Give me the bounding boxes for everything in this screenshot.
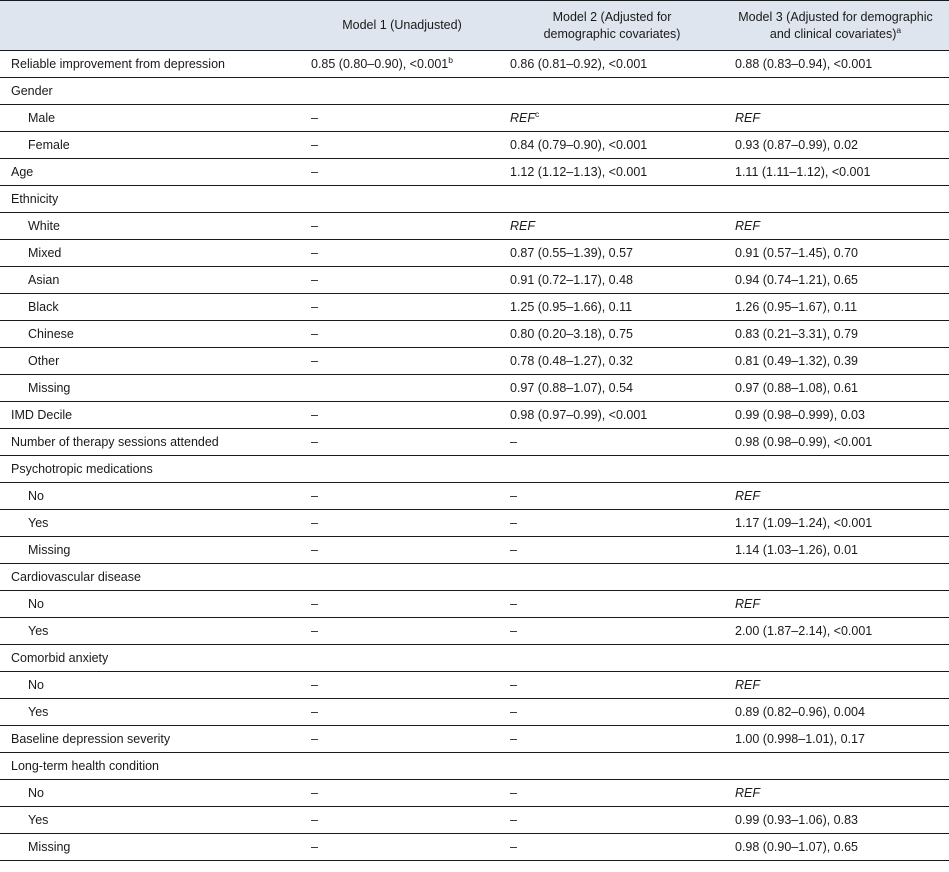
cell-value: 1.26 (0.95–1.67), 0.11 (735, 300, 858, 314)
cell-model-2 (502, 834, 722, 861)
cell-model-2 (502, 51, 722, 78)
cell-value: 0.93 (0.87–0.99), 0.02 (735, 138, 859, 152)
table-row (0, 564, 949, 591)
table-row (0, 321, 949, 348)
cell-value: REF (735, 597, 760, 611)
cell-model-2 (502, 753, 722, 780)
cell-model-3 (722, 267, 949, 294)
row-label: Yes (0, 510, 302, 537)
cell-model-3 (722, 834, 949, 861)
table-row (0, 78, 949, 105)
cell-model-2 (502, 456, 722, 483)
cell-model-1 (302, 240, 502, 267)
cell-model-3 (722, 132, 949, 159)
cell-model-2 (502, 591, 722, 618)
cell-model-3 (722, 483, 949, 510)
table-row (0, 348, 949, 375)
cell-value: – (510, 705, 517, 719)
cell-model-2 (502, 213, 722, 240)
table-header (0, 1, 949, 51)
table-row (0, 726, 949, 753)
cell-value: 1.11 (1.11–1.12), <0.001 (735, 165, 871, 179)
cell-model-1 (302, 51, 502, 78)
row-label: Reliable improvement from depression (0, 51, 302, 78)
cell-value: 0.98 (0.97–0.99), <0.001 (510, 408, 648, 422)
table-row (0, 645, 949, 672)
cell-model-3 (722, 645, 949, 672)
cell-model-1 (302, 780, 502, 807)
header-model-2: Model 2 (Adjusted for demographic covariates) (502, 1, 722, 51)
cell-model-3 (722, 105, 949, 132)
cell-value: 0.87 (0.55–1.39), 0.57 (510, 246, 634, 260)
cell-model-2 (502, 645, 722, 672)
table-row (0, 186, 949, 213)
table-row (0, 402, 949, 429)
cell-model-3 (722, 402, 949, 429)
cell-value: – (311, 408, 318, 422)
row-label: Number of therapy sessions attended (0, 429, 302, 456)
table-body (0, 51, 949, 861)
cell-value: 1.12 (1.12–1.13), <0.001 (510, 165, 648, 179)
table-row (0, 780, 949, 807)
cell-value: – (510, 435, 517, 449)
table-row (0, 834, 949, 861)
cell-model-3 (722, 618, 949, 645)
row-label: Ethnicity (0, 186, 302, 213)
cell-value: 0.99 (0.98–0.999), 0.03 (735, 408, 865, 422)
table-row (0, 132, 949, 159)
cell-model-1 (302, 294, 502, 321)
cell-model-1 (302, 699, 502, 726)
cell-value: REF (735, 489, 760, 503)
cell-model-1 (302, 807, 502, 834)
row-label: Missing (0, 537, 302, 564)
cell-value: 0.85 (0.80–0.90), <0.001 (311, 57, 449, 71)
cell-value: 0.80 (0.20–3.18), 0.75 (510, 327, 634, 341)
table-row (0, 483, 949, 510)
row-label: Long-term health condition (0, 753, 302, 780)
cell-model-2 (502, 159, 722, 186)
cell-model-1 (302, 726, 502, 753)
cell-value: 0.94 (0.74–1.21), 0.65 (735, 273, 859, 287)
cell-value: 1.00 (0.998–1.01), 0.17 (735, 732, 865, 746)
cell-model-2 (502, 267, 722, 294)
cell-value: – (510, 678, 517, 692)
cell-model-1 (302, 267, 502, 294)
cell-value: 0.86 (0.81–0.92), <0.001 (510, 57, 648, 71)
cell-model-1 (302, 483, 502, 510)
cell-value: – (311, 165, 318, 179)
table-row (0, 753, 949, 780)
cell-model-1 (302, 348, 502, 375)
cell-value: 0.83 (0.21–3.31), 0.79 (735, 327, 859, 341)
cell-model-1 (302, 186, 502, 213)
cell-value: – (510, 732, 517, 746)
cell-model-2 (502, 321, 722, 348)
cell-value: 0.97 (0.88–1.08), 0.61 (735, 381, 859, 395)
cell-model-1 (302, 375, 502, 402)
cell-model-1 (302, 429, 502, 456)
cell-model-1 (302, 78, 502, 105)
cell-model-2 (502, 618, 722, 645)
cell-value: – (510, 813, 517, 827)
cell-model-2 (502, 483, 722, 510)
cell-model-2 (502, 780, 722, 807)
cell-model-2 (502, 78, 722, 105)
table-row (0, 591, 949, 618)
cell-value: 0.84 (0.79–0.90), <0.001 (510, 138, 648, 152)
row-label: Age (0, 159, 302, 186)
cell-model-2 (502, 132, 722, 159)
cell-model-1 (302, 591, 502, 618)
row-label: No (0, 672, 302, 699)
cell-model-1 (302, 321, 502, 348)
cell-value: – (311, 300, 318, 314)
cell-value: – (510, 543, 517, 557)
cell-value: 0.99 (0.93–1.06), 0.83 (735, 813, 859, 827)
cell-model-2 (502, 564, 722, 591)
cell-value: 1.17 (1.09–1.24), <0.001 (735, 516, 873, 530)
cell-model-3 (722, 591, 949, 618)
cell-model-2 (502, 375, 722, 402)
cell-model-1 (302, 753, 502, 780)
row-label: Male (0, 105, 302, 132)
cell-model-3 (722, 78, 949, 105)
cell-value: – (311, 138, 318, 152)
cell-value: REF (735, 786, 760, 800)
table-row (0, 672, 949, 699)
cell-value: – (311, 111, 318, 125)
cell-model-3 (722, 429, 949, 456)
table-row (0, 456, 949, 483)
cell-value: 0.78 (0.48–1.27), 0.32 (510, 354, 634, 368)
table-row (0, 51, 949, 78)
cell-model-1 (302, 213, 502, 240)
cell-model-2 (502, 807, 722, 834)
cell-model-3 (722, 348, 949, 375)
cell-model-1 (302, 132, 502, 159)
footnote-marker: b (448, 54, 453, 65)
cell-value: – (311, 219, 318, 233)
table-row (0, 267, 949, 294)
cell-value: – (510, 489, 517, 503)
table-row (0, 807, 949, 834)
cell-model-3 (722, 375, 949, 402)
cell-model-1 (302, 105, 502, 132)
cell-value: – (311, 327, 318, 341)
footnote-marker: a (896, 24, 902, 35)
cell-value: 0.97 (0.88–1.07), 0.54 (510, 381, 634, 395)
cell-value: REF (735, 111, 760, 125)
row-label: IMD Decile (0, 402, 302, 429)
cell-model-1 (302, 645, 502, 672)
table-row (0, 537, 949, 564)
cell-value: – (311, 246, 318, 260)
cell-model-1 (302, 834, 502, 861)
cell-model-3 (722, 159, 949, 186)
cell-value: REF (510, 219, 535, 233)
cell-model-3 (722, 186, 949, 213)
header-variable (0, 1, 302, 51)
cell-value: 0.88 (0.83–0.94), <0.001 (735, 57, 873, 71)
header-model-1: Model 1 (Unadjusted) (302, 1, 502, 51)
table-row (0, 699, 949, 726)
row-label: Chinese (0, 321, 302, 348)
row-label: Missing (0, 834, 302, 861)
row-label: Comorbid anxiety (0, 645, 302, 672)
cell-value: 1.25 (0.95–1.66), 0.11 (510, 300, 633, 314)
cell-value: – (311, 678, 318, 692)
table-row (0, 294, 949, 321)
row-label: No (0, 591, 302, 618)
cell-model-2 (502, 429, 722, 456)
cell-value: – (510, 786, 517, 800)
cell-value: 0.98 (0.90–1.07), 0.65 (735, 840, 859, 854)
row-label: Mixed (0, 240, 302, 267)
cell-value: – (311, 813, 318, 827)
cell-model-1 (302, 402, 502, 429)
cell-model-3 (722, 807, 949, 834)
cell-value: 0.91 (0.72–1.17), 0.48 (510, 273, 634, 287)
cell-model-3 (722, 753, 949, 780)
table-row (0, 510, 949, 537)
cell-value: – (311, 705, 318, 719)
cell-value: – (311, 840, 318, 854)
cell-model-3 (722, 699, 949, 726)
cell-value: – (311, 732, 318, 746)
table-row (0, 618, 949, 645)
cell-value: 1.14 (1.03–1.26), 0.01 (735, 543, 859, 557)
row-label: Baseline depression severity (0, 726, 302, 753)
header-model-3: Model 3 (Adjusted for demographic and clinical covariates)$^a$ (722, 1, 949, 51)
cell-model-2 (502, 240, 722, 267)
cell-model-3 (722, 564, 949, 591)
cell-value: 0.81 (0.49–1.32), 0.39 (735, 354, 859, 368)
cell-model-3 (722, 240, 949, 267)
row-label: Cardiovascular disease (0, 564, 302, 591)
cell-model-1 (302, 564, 502, 591)
cell-model-2 (502, 537, 722, 564)
cell-model-3 (722, 321, 949, 348)
cell-model-3 (722, 51, 949, 78)
row-label: Other (0, 348, 302, 375)
table-row (0, 105, 949, 132)
cell-value: 0.89 (0.82–0.96), 0.004 (735, 705, 865, 719)
cell-value: REF (735, 219, 760, 233)
cell-model-1 (302, 159, 502, 186)
cell-value: 0.91 (0.57–1.45), 0.70 (735, 246, 859, 260)
cell-model-1 (302, 510, 502, 537)
row-label: Black (0, 294, 302, 321)
cell-value: REF (510, 111, 535, 125)
cell-model-2 (502, 510, 722, 537)
cell-value: 0.98 (0.98–0.99), <0.001 (735, 435, 873, 449)
cell-model-3 (722, 726, 949, 753)
table-row (0, 159, 949, 186)
cell-model-2 (502, 402, 722, 429)
cell-value: REF (735, 678, 760, 692)
table-row (0, 240, 949, 267)
cell-value: 2.00 (1.87–2.14), <0.001 (735, 624, 873, 638)
cell-value: – (311, 597, 318, 611)
cell-model-2 (502, 105, 722, 132)
cell-value: – (311, 435, 318, 449)
row-label: Asian (0, 267, 302, 294)
header-row (0, 1, 949, 51)
cell-value: – (311, 273, 318, 287)
cell-model-1 (302, 537, 502, 564)
cell-model-3 (722, 456, 949, 483)
cell-model-1 (302, 456, 502, 483)
cell-model-3 (722, 672, 949, 699)
cell-value: – (311, 624, 318, 638)
table-row (0, 429, 949, 456)
cell-value: – (510, 840, 517, 854)
row-label: Yes (0, 618, 302, 645)
cell-model-3 (722, 213, 949, 240)
cell-model-2 (502, 699, 722, 726)
table-row (0, 375, 949, 402)
cell-value: – (311, 786, 318, 800)
cell-value: – (311, 516, 318, 530)
cell-value: – (510, 624, 517, 638)
row-label: No (0, 483, 302, 510)
cell-model-2 (502, 726, 722, 753)
cell-model-3 (722, 537, 949, 564)
row-label: Psychotropic medications (0, 456, 302, 483)
row-label: Missing (0, 375, 302, 402)
row-label: Yes (0, 699, 302, 726)
cell-model-2 (502, 348, 722, 375)
cell-value: – (311, 354, 318, 368)
cell-model-3 (722, 510, 949, 537)
row-label: No (0, 780, 302, 807)
cell-model-1 (302, 618, 502, 645)
cell-model-2 (502, 294, 722, 321)
cell-value: – (510, 597, 517, 611)
cell-value: – (311, 543, 318, 557)
table-row (0, 213, 949, 240)
cell-model-2 (502, 186, 722, 213)
row-label: Gender (0, 78, 302, 105)
cell-model-2 (502, 672, 722, 699)
cell-value: – (510, 516, 517, 530)
row-label: White (0, 213, 302, 240)
row-label: Yes (0, 807, 302, 834)
cell-model-3 (722, 294, 949, 321)
footnote-marker: c (535, 108, 540, 119)
cell-model-1 (302, 672, 502, 699)
row-label: Female (0, 132, 302, 159)
cell-model-3 (722, 780, 949, 807)
cell-value: – (311, 489, 318, 503)
